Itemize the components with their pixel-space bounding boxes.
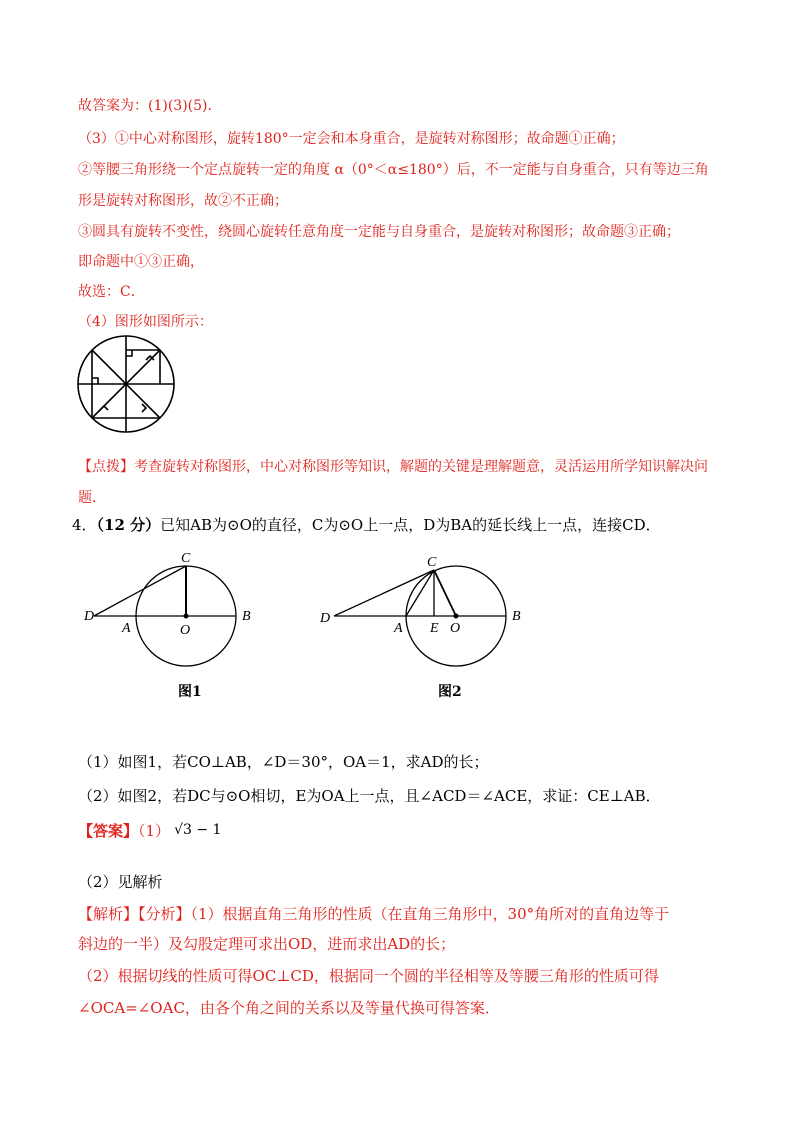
answer-line-4: 形是旋转对称图形，故②不正确； xyxy=(78,193,288,209)
question-text: 已知AB为⊙O的直径，C为⊙O上一点，D为BA的延长线上一点，连接CD． xyxy=(160,516,661,534)
fig2-label-d: D xyxy=(320,611,331,626)
answer-part1-value: √3 − 1 xyxy=(174,822,222,838)
fig1-label-c: C xyxy=(181,551,191,566)
fig1-label-a: A xyxy=(122,621,131,636)
question-part-2: （2）如图2，若DC与⊙O相切，E为OA上一点，且∠ACD＝∠ACE，求证：CE⊥AB． xyxy=(78,787,661,805)
analysis-line-4: ∠OCA=∠OAC，由各个角之间的关系以及等量代换可得答案． xyxy=(78,999,500,1017)
answer-line-6: 即命题中①③正确， xyxy=(78,254,204,270)
fig2-label-b: B xyxy=(512,609,521,624)
answer-line-1: 故答案为：(1)(3)(5)． xyxy=(78,98,222,114)
answer-line-7: 故选：C． xyxy=(78,284,145,300)
figure-2 xyxy=(316,552,536,682)
answer-part1-label: （1） xyxy=(138,822,171,840)
fig1-label-d: D xyxy=(84,609,95,624)
figure-2-caption: 图2 xyxy=(438,684,462,700)
fig1-label-b: B xyxy=(242,609,251,624)
rotation-figure xyxy=(72,332,184,436)
fig1-label-o: O xyxy=(180,623,191,638)
fig2-label-e: E xyxy=(430,621,439,636)
analysis-line-1: 【解析】【分析】（1）根据直角三角形的性质（在直角三角形中，30°角所对的直角边等于 xyxy=(78,905,670,923)
question-number: 4． xyxy=(72,516,97,534)
answer-line-8: （4）图形如图所示： xyxy=(78,314,213,330)
fig2-label-o: O xyxy=(450,621,461,636)
fig2-label-a: A xyxy=(394,621,403,636)
answer-line-3: ②等腰三角形绕一个定点旋转一定的角度 α（0°＜α≤180°）后，不一定能与自身重合，只有等边三角 xyxy=(78,162,709,178)
question-part-1: （1）如图1，若CO⊥AB，∠D＝30°，OA＝1，求AD的长； xyxy=(78,753,489,771)
figure-1-caption: 图1 xyxy=(178,684,202,700)
answer-row xyxy=(78,820,221,841)
point-note-line-2: 题． xyxy=(78,490,106,506)
point-note-line-1: 【点拨】考查旋转对称图形，中心对称图形等知识，解题的关键是理解题意，灵活运用所学知识解决问 xyxy=(78,459,708,475)
question-4 xyxy=(72,515,661,535)
analysis-line-2: 斜边的一半）及勾股定理可求出OD，进而求出AD的长； xyxy=(78,935,456,953)
answer-label: 【答案】 xyxy=(78,822,139,840)
question-score: （12 分） xyxy=(96,516,161,534)
analysis-line-3: （2）根据切线的性质可得OC⊥CD，根据同一个圆的半径相等及等腰三角形的性质可得 xyxy=(78,967,659,985)
fig2-label-c: C xyxy=(427,555,437,570)
answer-line-2: （3）①中心对称图形，旋转180°一定会和本身重合，是旋转对称图形；故命题①正确； xyxy=(78,131,625,147)
answer-part-2: （2）见解析 xyxy=(78,873,163,891)
answer-line-5: ③圆具有旋转不变性，绕圆心旋转任意角度一定能与自身重合，是旋转对称图形；故命题③正确； xyxy=(78,224,680,240)
figure-1 xyxy=(80,548,280,678)
